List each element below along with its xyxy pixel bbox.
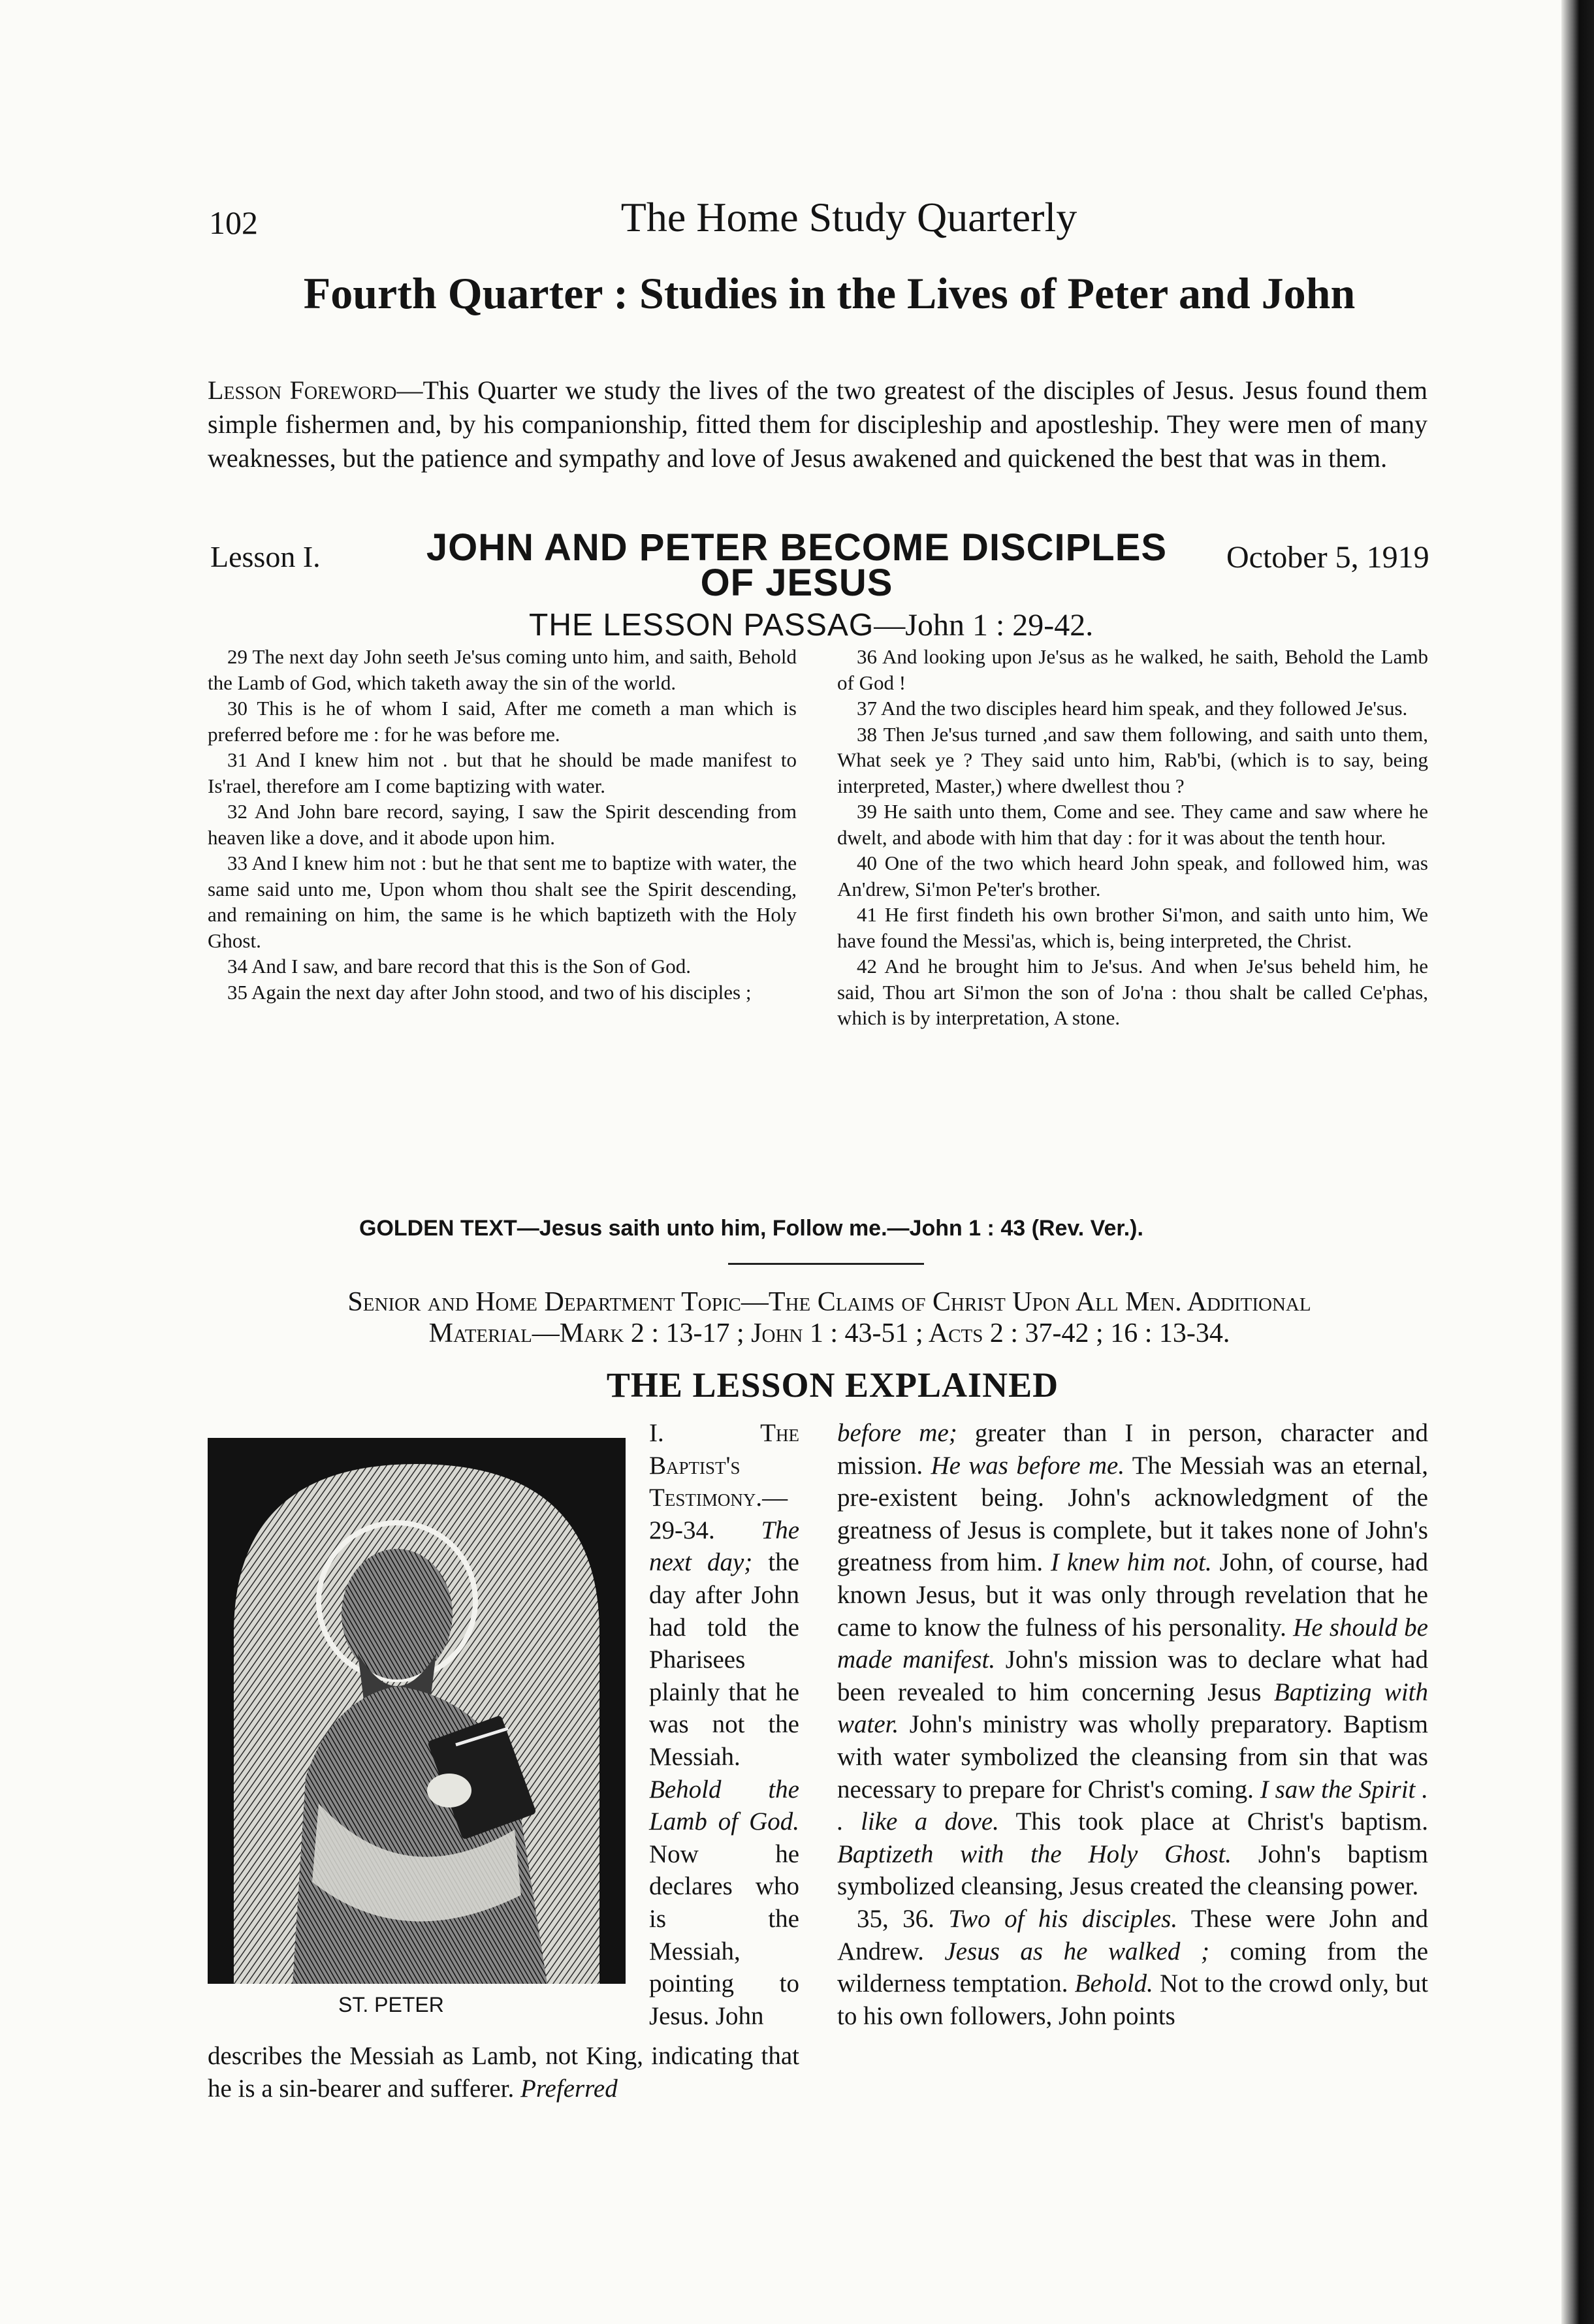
st-peter-engraving: [208, 1438, 626, 1984]
verses-left-column: [208, 644, 797, 1005]
verse: 35 Again the next day after John stood, and two of his disciples ;: [227, 980, 752, 1004]
lesson-passage-heading: [529, 607, 1093, 643]
verse: 30 This is he of whom I said, After me cometh a man which is preferred before me : for he was before me.: [208, 697, 797, 746]
verse: 40 One of the two which heard John speak, and followed him, was An'drew, Si'mon Pe'ter's brother.: [837, 852, 1428, 900]
lesson-title-line2: OF JESUS: [700, 562, 893, 604]
verse: 37 And the two disciples heard him speak, and they followed Je'sus.: [857, 697, 1408, 720]
verses-right-column: [837, 644, 1428, 1031]
explanation-right-column: [837, 1417, 1428, 2032]
passage-title: THE LESSON PASSAG: [529, 608, 874, 643]
lesson-title: [405, 526, 1188, 604]
section-divider: [728, 1263, 924, 1265]
department-topic: [209, 1286, 1450, 1349]
verse: 39 He saith unto them, Come and see. They came and saw where he dwelt, and abode with him that day : for it was about the tenth hour.: [837, 800, 1428, 849]
verse: 42 And he brought him to Je'sus. And when Je'sus beheld him, he said, Thou art Si'mon the son of Jo'na : thou shalt be called Ce'phas, which is by interpretation, A stone.: [837, 955, 1428, 1029]
lesson-title-line1: JOHN AND PETER BECOME DISCIPLES: [426, 526, 1168, 569]
verse: 36 And looking upon Je'sus as he walked, he saith, Behold the Lamb of God !: [837, 645, 1428, 694]
quarter-title: Fourth Quarter : Studies in the Lives of Peter and John: [303, 268, 1356, 318]
golden-text: GOLDEN TEXT—Jesus saith unto him, Follow me.—John 1 : 43 (Rev. Ver.).: [359, 1216, 1143, 1241]
lesson-explained-heading: THE LESSON EXPLAINED: [606, 1365, 1059, 1405]
verse: 31 And I knew him not . but that he should be made manifest to Is'rael, therefore am I come baptizing with water.: [208, 748, 797, 797]
image-caption: ST. PETER: [338, 1993, 444, 2016]
lesson-foreword: [208, 374, 1427, 475]
lesson-date: October 5, 1919: [1226, 540, 1429, 575]
verse: 33 And I knew him not : but he that sent me to baptize with water, the same said unto me, Upon whom thou shalt see the Spirit descending, and remaining on him, the same is he which baptizeth with the Holy Ghost.: [208, 852, 797, 952]
page-binding-edge: [1561, 0, 1594, 2324]
verse: 38 Then Je'sus turned ,and saw them following, and saith unto them, What seek ye ? They said unto him, Rab'bi, (which is to say, being interpreted, Master,) where dwellest thou ?: [837, 722, 1428, 797]
explanation-narrow-column: I. The Baptist's Testimony.—29-34. The next day; the day after John had told the Pharisees plainly that he was not the Messiah. Behold the Lamb of God. Now he declares who is the Messiah, pointing to Jesus. John: [649, 1419, 799, 2030]
foreword-label: Lesson Foreword: [208, 375, 397, 405]
explanation-paragraph: before me; greater than I in person, character and mission. He was before me. The Messiah was an eternal, pre-existent being. John's acknowledgment of the greatness of Jesus is complete, but it takes none of John's greatness from him. I knew him not. John, of course, had known Jesus, but it was only through revelation that he came to know the fulness of his personality. He should be made manifest. John's mission was to declare what had been revealed to him concerning Jesus Baptizing with water. John's ministry was wholly preparatory. Baptism with water symbolized the cleansing from sin that was necessary to prepare for Christ's coming. I saw the Spirit . . like a dove. This took place at Christ's baptism. Baptizeth with the Holy Ghost. John's baptism symbolized cleansing, Jesus created the cleansing power.: [837, 1419, 1429, 1901]
verse: 34 And I saw, and bare record that this is the Son of God.: [227, 955, 691, 978]
explanation-paragraph: 35, 36. Two of his disciples. These were John and Andrew. Jesus as he walked ; coming from the wilderness temptation. Behold. Not to the crowd only, but to his own followers, John points: [837, 1904, 1429, 2030]
lesson-number: Lesson I.: [210, 540, 321, 573]
verse: 32 And John bare record, saying, I saw the Spirit descending from heaven like a dove, and it abode upon him.: [208, 800, 797, 849]
verse: 29 The next day John seeth Je'sus coming unto him, and saith, Behold the Lamb of God, which taketh away the sin of the world.: [208, 645, 797, 694]
running-title: The Home Study Quarterly: [620, 194, 1077, 240]
verse: 41 He first findeth his own brother Si'mon, and saith unto him, We have found the Messi'as, which is, being interpreted, the Christ.: [837, 903, 1428, 952]
topic-line1: Senior and Home Department Topic—The Claims of Christ Upon All Men. Additional: [347, 1287, 1311, 1317]
explanation-left-bottom: describes the Messiah as Lamb, not King, indicating that he is a sin-bearer and sufferer. Preferred: [208, 2042, 799, 2103]
st-peter-illustration: [208, 1438, 626, 1984]
passage-reference: —John 1 : 29-42.: [874, 608, 1094, 643]
page-number: 102: [209, 204, 258, 241]
foreword-text: —This Quarter we study the lives of the two greatest of the disciples of Jesus. Jesus found them simple fishermen and, by his companionship, fitted them for discipleship and apostleship. They were men of many weaknesses, but the patience and sympathy and love of Jesus awakened and quickened the best that was in them.: [208, 375, 1427, 473]
topic-line2: Material—Mark 2 : 13-17 ; John 1 : 43-51 ; Acts 2 : 37-42 ; 16 : 13-34.: [428, 1318, 1230, 1348]
